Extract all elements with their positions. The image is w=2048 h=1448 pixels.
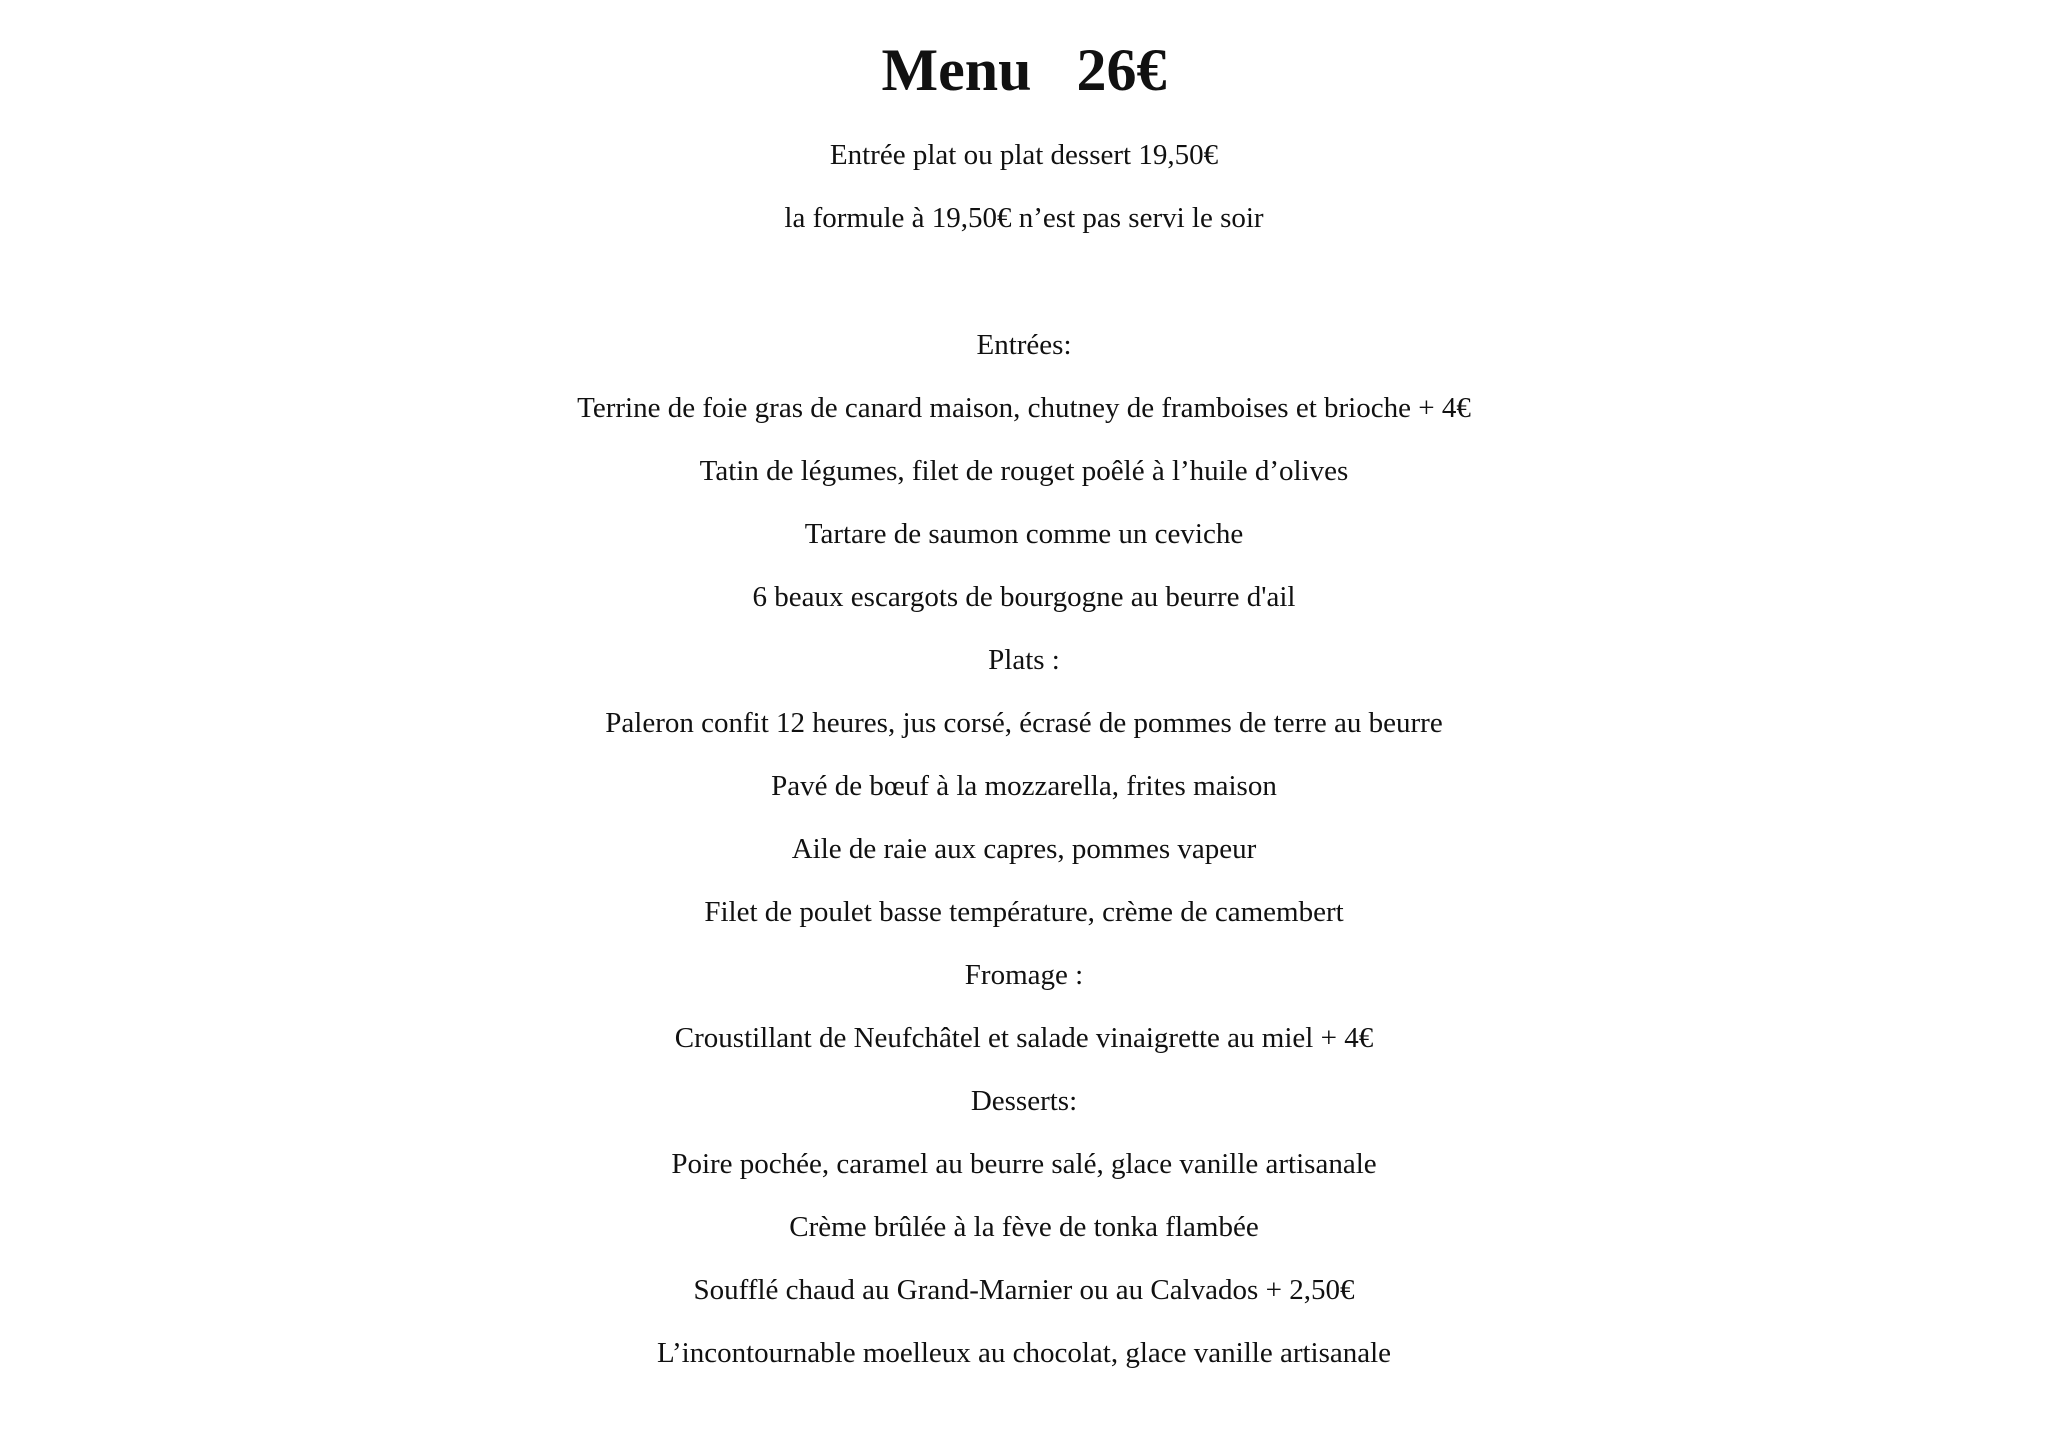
- dessert-item: Crème brûlée à la fève de tonka flambée: [789, 1211, 1259, 1243]
- entree-item: Tartare de saumon comme un ceviche: [804, 518, 1244, 550]
- plat-item: Filet de poulet basse température, crème de camembert: [704, 896, 1344, 928]
- entree-item: 6 beaux escargots de bourgogne au beurre d'ail: [752, 581, 1296, 613]
- plats-heading: Plats :: [988, 644, 1060, 676]
- dessert-item: L’incontournable moelleux au chocolat, glace vanille artisanale: [656, 1337, 1392, 1369]
- entree-item: Terrine de foie gras de canard maison, chutney de framboises et brioche + 4€: [577, 392, 1471, 424]
- desserts-heading: Desserts:: [970, 1085, 1078, 1117]
- formula-line-1: Entrée plat ou plat dessert 19,50€: [829, 139, 1219, 171]
- entrees-heading: Entrées:: [976, 329, 1072, 361]
- dessert-item: Soufflé chaud au Grand-Marnier ou au Calvados + 2,50€: [693, 1274, 1355, 1306]
- plat-item: Pavé de bœuf à la mozzarella, frites maison: [771, 770, 1277, 802]
- plat-item: Paleron confit 12 heures, jus corsé, écrasé de pommes de terre au beurre: [605, 707, 1443, 739]
- entree-item: Tatin de légumes, filet de rouget poêlé à l’huile d’olives: [699, 455, 1349, 487]
- fromage-item: Croustillant de Neufchâtel et salade vinaigrette au miel + 4€: [674, 1022, 1374, 1054]
- fromage-heading: Fromage :: [964, 959, 1084, 991]
- menu-title: Menu 26€: [881, 37, 1167, 103]
- formula-line-2: la formule à 19,50€ n’est pas servi le soir: [784, 202, 1264, 234]
- plat-item: Aile de raie aux capres, pommes vapeur: [791, 833, 1257, 865]
- dessert-item: Poire pochée, caramel au beurre salé, glace vanille artisanale: [671, 1148, 1377, 1180]
